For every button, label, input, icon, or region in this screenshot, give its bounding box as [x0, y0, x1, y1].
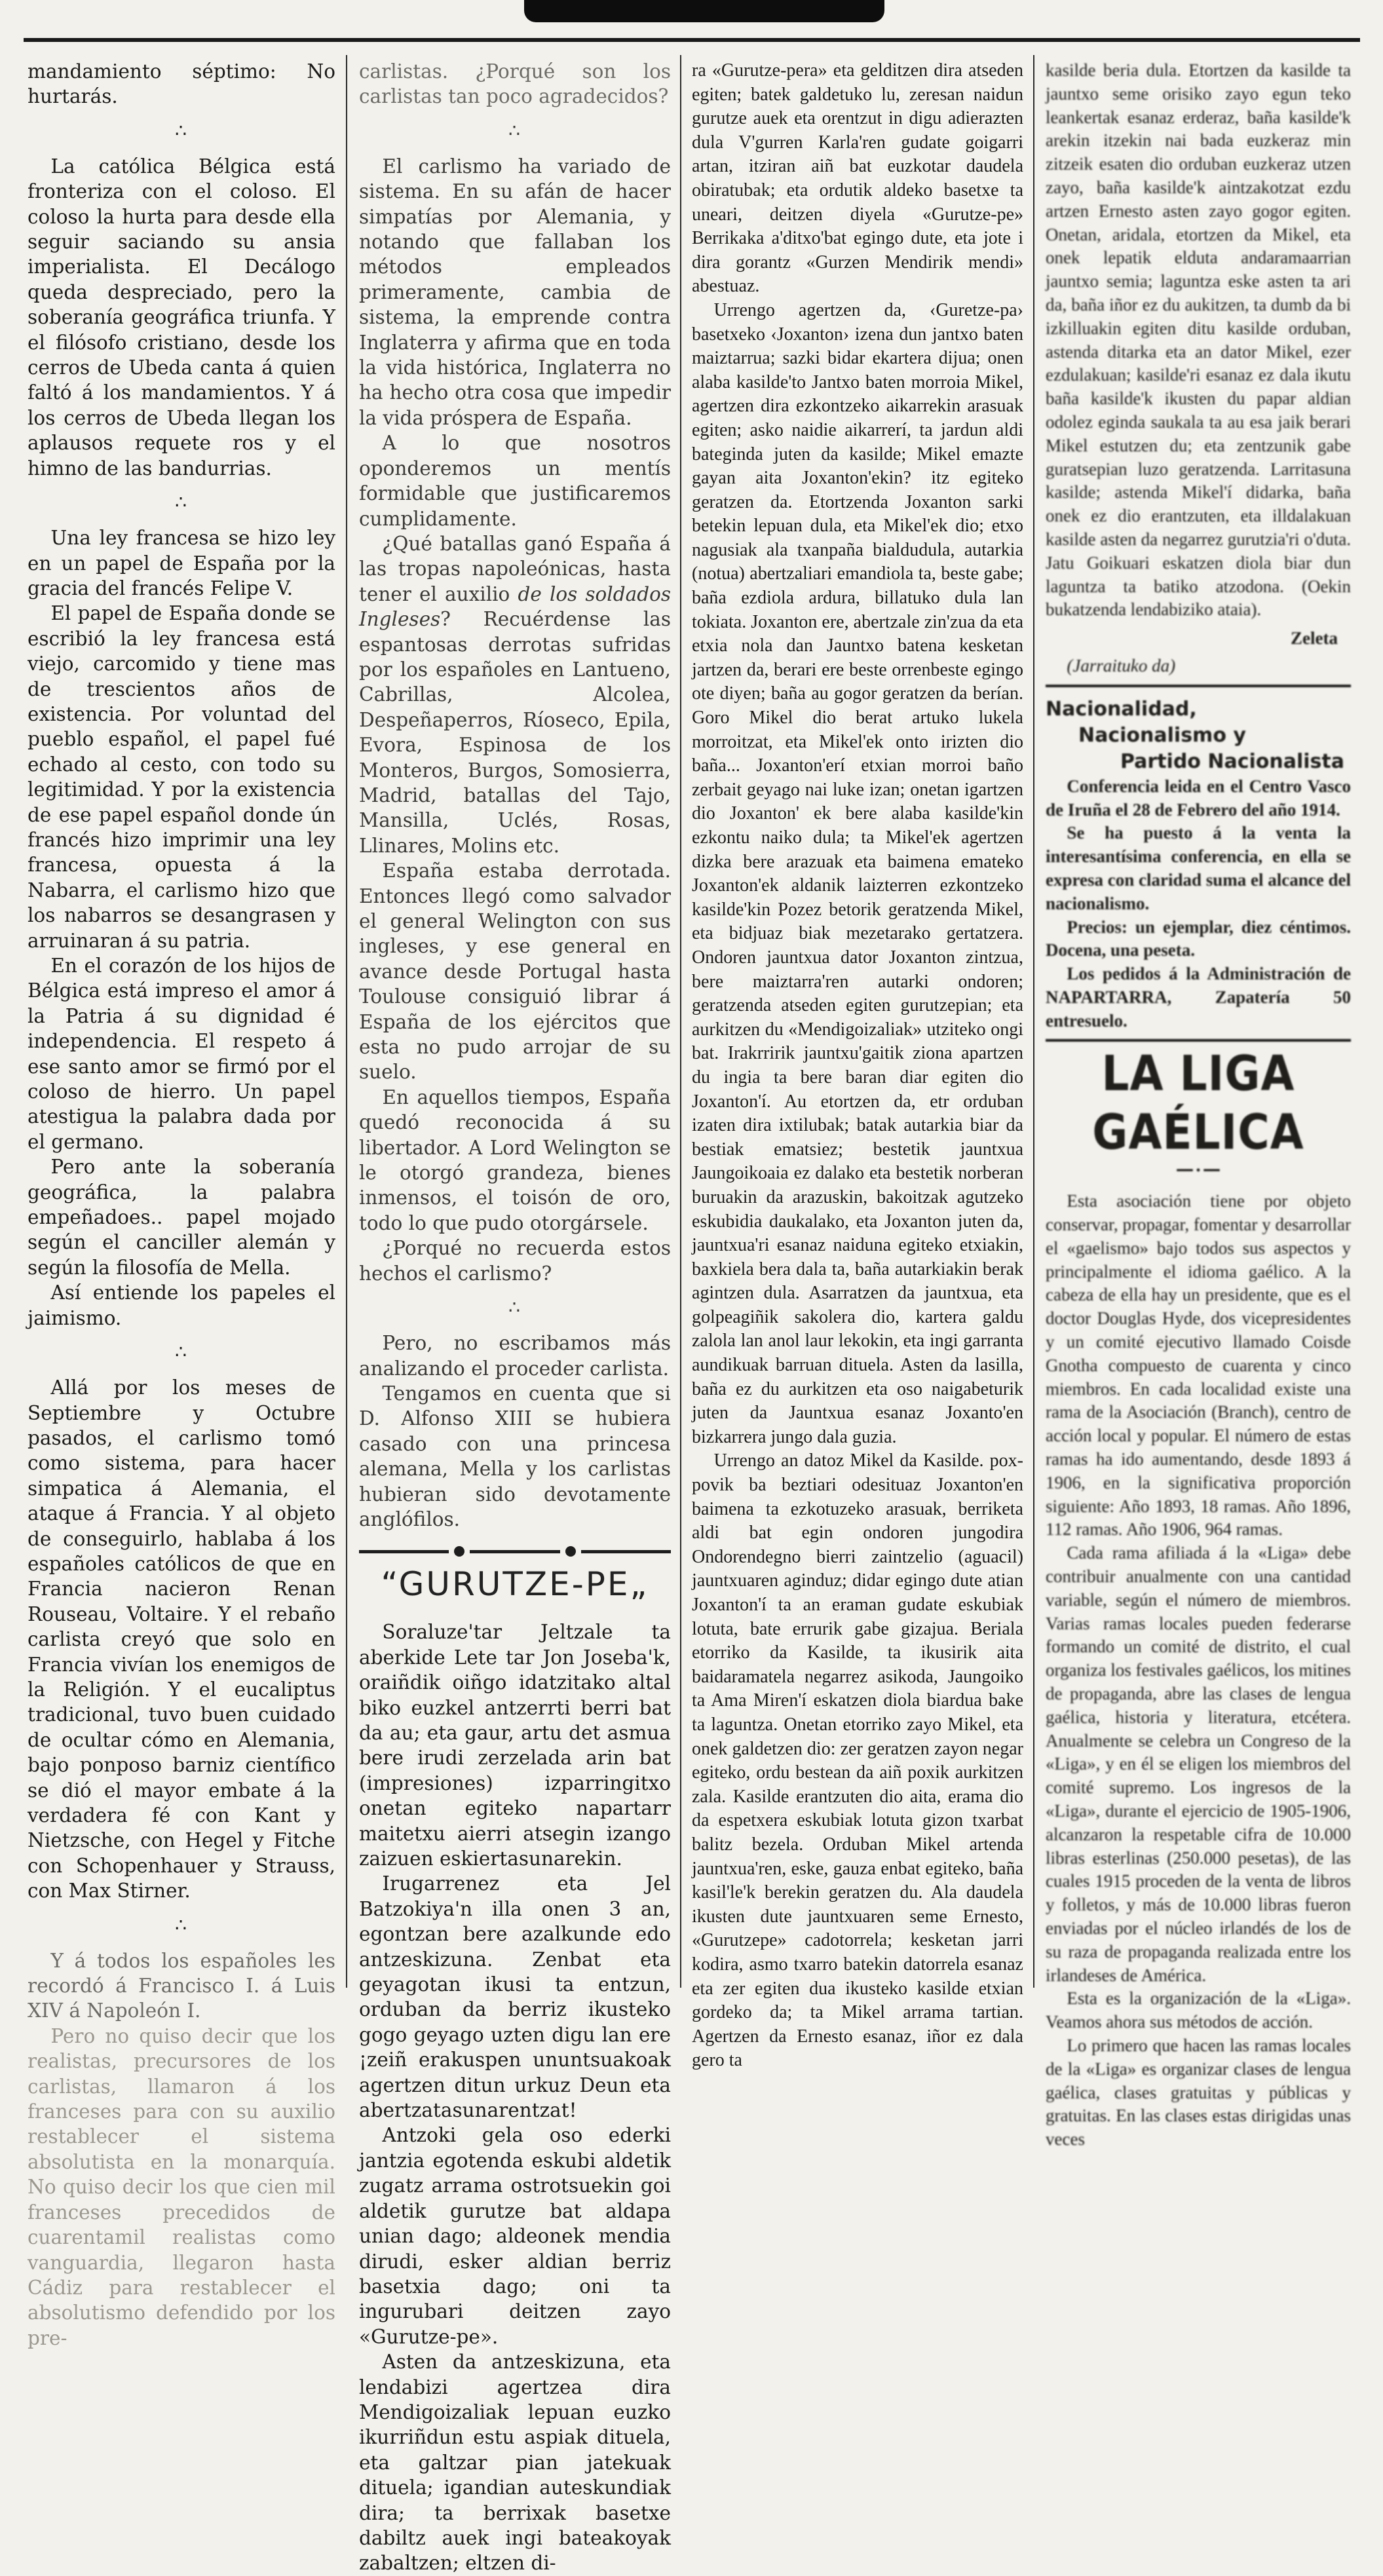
paragraph: Allá por los meses de Septiembre y Octubre pasados, el carlismo tomó como sistema, para hacer simpatica á Alemania, el ataque á Francia. Y al objeto de conseguirlo, hablaba á los españoles católicos de que en Francia nacieron Renan Rouseau, Voltaire. Y el rebaño carlista creyó que solo en Francia vivían los enemigos de la Religión. Y el eucaliptus tradicional, tuvo buen cuidado de ocultar cómo en Alemania, bajo ponposo barniz científico se dió el mayor embate á la verdadera fé con Kant y Nietzsche, con Hegel y Fitche con Schopenhauer y Strauss, con Max Stirner. — [28, 1376, 335, 1903]
ornament-bar — [581, 1550, 671, 1553]
paragraph: En aquellos tiempos, España quedó reconocida á su libertador. A Lord Welington se le otorgó grandeza, bienes inmensos, el toisón de oro, todo lo que pudo otorgársele. — [359, 1086, 671, 1234]
text-run: ? Recuérdense las espantosas derrotas sufridas por los españoles en Lantueno, Cabrillas, Alcolea, Despeñaperros, Ríoseco, Epila, Evora, Espinosa de los Monteros, Burgos, Somosierra, Madrid, batallas del Tajo, Mansilla, Uclés, Rosas, Llinares, Molins etc. — [359, 608, 671, 857]
paragraph: La católica Bélgica está fronteriza con el coloso. El coloso la hurta para desde ella seguir saciando su ansia imperialista. El Decálogo queda despreciado, pero la soberanía geográfica triunfa. Y el filósofo cristiano, desde los cerros de Ubeda canta á quien faltó á los mandamientos. Y á los cerros de Ubeda llegan los aplausos requete ros y el himno de las bandurrias. — [28, 155, 335, 480]
section-title-gurutze-pe: “GURUTZE-PE„ — [381, 1565, 649, 1604]
text-run: ¿Qué batallas ganó España á las tropas napoleónicas, hasta tener el auxilio — [359, 532, 671, 605]
asterism — [359, 1298, 671, 1317]
paragraph: Pero, no escribamos más analizando el proceder carlista. — [359, 1332, 671, 1380]
asterism — [28, 121, 335, 141]
paragraph: Urrengo an datoz Mikel da Kasilde. pox-povik ba beztiari odesituaz Joxanton'en baimena ta ezkotuzeko arasuak, berriketa aldi bat egin ondoren jungodira Ondorendegno bierri zaintzelio (aguacil) jauntxuaren aginduz; didar egingo dute atian Joxanton'í ta an eraman gudate eskubiak lotuta, bate errurik gabe gizajua. Beriala etorriko da Kasilde, ta ikusirik aita baidaramatela negarrez asikoda, Jaungoiko ta Ama Miren'í eskatzen diola biardua bake ta laguntza. Onetan etorriko zayo Mikel, eta onek galdetzen dio: zer geratzen zayon negar egiteko, ordu bestean da aiñ poxik aurkitzen zala. Kasilde erantzuten dio aita, erama dio da espetxera eskubiak lotuta gizon txarbat balitz bezela. Orduban Mikel artenda jauntxua'ren, eske, gauza enbat egiteko, baña kasil'le'k berekin geratzen du. Ala daudela ikusten dute jauntxuaren seme Ernesto, «Gurutzepe» cadotorrela; kesketan jarri kodira, asmo txarro batekin datorrela esanaz eta zer egiten dua ikusteko kasilde etxian gordeko da; ta Mikel arrama tartian. Agertzen da Ernesto esanaz, iñor ez dala gero ta — [692, 1450, 1023, 2071]
paragraph: ¿Porqué no recuerda estos hechos el carlismo? — [359, 1237, 671, 1285]
paragraph: Irugarrenez eta Jel Batzokiya'n illa onen 3 an, egontzan bere azalkunde edo antzeskizuna. Zenbat eta geyagotan ikusi ta entzun, orduban da berriz ikusteko gogo geyago uzten digu lan ere ¡zeiñ erakuspen ununtsuakoak agertzen ditun urkuz Deun eta abertzatasunarentzat! — [359, 1872, 671, 2122]
column-2 — [359, 59, 672, 2575]
ornament-dot — [565, 1546, 576, 1557]
paragraph: Así entiende los papeles el jaimismo. — [28, 1281, 335, 1329]
paragraph: España estaba derrotada. Entonces llegó como salvador el general Welington con sus ingleses, y ese general en avance desde Portugal hasta Toulouse consiguió librar á España de los ejércitos que esta no pudo arrojar de su suelo. — [359, 860, 671, 1084]
section-rule — [1046, 1039, 1351, 1042]
asterism — [28, 1916, 335, 1935]
ad-title-line-1: Nacionalidad, — [1046, 697, 1197, 721]
continuation-note: (Jarraituko da) — [1067, 655, 1176, 675]
paragraph: kasilde beria dula. Etortzen da kasilde ta jauntxo seme orisiko zayo egun teko leankertak esanaz erderaz, baña kasilde'k arekin itzekin nai bada euzkeraz min zitzeik esaten dio orduban euzkeraz utzen zayo, baña kasilde'k aintzakotzat ezdu artzen Ernesto asten zayo gogor egiten. Onetan, aridala, etortzen da Mikel, eta onek lepatik elduta andaramaarrian jauntxo semia; laguntza eske asten ta ari da, baña iñor ez du aukitzen, ta dumb da bi izkilluakin egiten ditu kasilde orduban, astenda ditarka eta an dator Mikel, ezer ezdulakuan; kasilde'ri esanaz ez dala ikutu baña kasilde'k ikusten du papar aldian odolez eginda saukala ta au esa jaik berari Mikel estutzen du; eta zentzunik gabe guratsepian luzo geratzenda. Larritasuna kasilde; astenda Mikel'í didarka, baña onek ez dio erantzuten, eta illdalakuan kasilde asten da negarrez gurutzia'ri o'duta. Jatu Goikuari eskatzen diola biar dun laguntza ta batiko atzodona. (Oekin bukatzenda lendabiziko ataia). — [1046, 60, 1351, 620]
paragraph: Pero ante la soberanía geográfica, la palabra empeñadoes.. papel mojado según el canciller alemán y según la filosofía de Mella. — [28, 1156, 335, 1279]
paragraph: mandamiento séptimo: No hurtarás. — [28, 60, 335, 108]
section-title-liga-gaelica: LA LIGA GAÉLICA — [1092, 1046, 1304, 1161]
column-divider-3 — [1033, 55, 1034, 1988]
paragraph: Urrengo agertzen da, ‹Guretze-pa› basetxeko ‹Joxanton› izena dun jantxo baten maiztarrua; sazki bidar ekartera dijua; onen alaba kasilde'to Jantxo baten morroia Mikel, agertzen dira ezkontzeko aikarrekin arasuak egiten; asko naidie aikarrerí, ta jardun aldi bateginda juten da kasilde; Mikel emazte gayan aita Joxanton'ekin? itz egiteko geratzen da. Etortzenda Joxanton sarki betekin lepuan dula, eta Mikel'ek dio; etxo nagusiak ala txanpaña bialdudula, autarkia (notua) abertzaliari emandiola ta, beste gabe; baña ezdiola ardura, billatuko dula lan tokiata. Joxanton ere, abertzale zin'zua da eta etxia nola dan Jauntxo batena kesketan jartzen da, berari ere beste orrenbeste egingo ote diyen; baña au gogor geratzen da berían. Goro Mikel dio berat artuko lukela morroitzat, eta Mikel'ek onto irizten dio baña... Joxanton'erí etxian morroi baño zerbait geyago nai luke izan; onetan igartzen dio Joxanton' ek bere alaba kasilde'kin ezkontu naiko dula; ta Mikel'ek agertzen dizka bere arazuak eta baimena emateko Joxanton'ek aldanik laizterren ezkontzeko kasilde'kin Pozez betorik geratzenda Mikel, eta bidjuaz biak mezetarako gertatzera. Ondoren jauntxua dator Joxanton zintzua, bere maiztarra'ren autarki ondoren; geratzenda atseden egiten gurutzepian; eta aurkitzen du «Mendigoizaliak» utziteko ongi bat. Irakrririk jauntxu'gaitik ziona apartzen du ingia ta bere baran diar egiten dio Joxanton'í. Au etortzen da, etr orduban izaten dira ixtilubak; batak autarkia biar da bestiak ematsiez; bestetik jauntxua Jaungoikoaia ez dalako eta bestetik norberan buruakin da arazuskin, bakoitzak agutzeko eskubidia daukalako, eta Joxanton juten da, jauntxua'ri esanaz naiduna egiteko etxiakin, baxkiela bera dala ta, baña autarkiakin berak agintzen dula. Asarratzen da jauntxua, eta golpeagiñik sakolera dio, kartera galdu zalola lan anol laur lekokin, eta ingi garranta aundikuak barruan dituela. Asten da lasilla, baña ez du aurkitzen eta oso naigabeturik juten da Jauntxua esanaz Joxanto'en bizkarrera jungo dala guzia. — [692, 299, 1023, 1447]
paragraph: Lo primero que hacen las ramas locales de la «Liga» es organizar clases de lengua gaélica, clases gratuitas y públicas y gratuitas. En las clases estas dirigidas unas veces — [1046, 2035, 1351, 2150]
column-divider-1 — [346, 55, 347, 1988]
paragraph: El papel de España donde se escribió la ley francesa está viejo, carcomido y tiene mas de trescientos años de existencia. Por voluntad del pueblo español, el papel fué echado al cesto, con todo su legitimidad. Y por la existencia de ese papel español donde ún francés hizo imprimir una ley francesa, opuesta á la Nabarra, el carlismo hizo que los nabarros se desangrasen y arruinaran á su patria. — [28, 602, 335, 952]
paragraph: ra «Gurutze-pera» eta gelditzen dira atseden egiten; batek galdetuko lu, zeresan naidun gurutze auek eta orentzut in digu adierazten dula V'gurren Karla'ren gudate goigarri artan, itziran aiñ bat euzkotar daudela obiratubak; eta ordutik aldeko basetxe ta uneari, deitzen diyela «Gurutze-pe» Berrikaka a'ditxo'bat egingo dute, eta jote i dira gorantz «Gurzen Mendirik mendi» abestuaz. — [692, 60, 1023, 297]
paragraph: Antzoki gela oso ederki jantzia egotenda eskubi aldetik zugatz arrama ostrotsuekin goi aldetik gurutze bat aldapa unian dago; aldeonek mendia dirudi, esker aldian berriz basetxia dago; oni ta ingurubari deitzen zayo «Gurutze-pe». — [359, 2124, 671, 2348]
paragraph: Esta es la organización de la «Liga». Veamos ahora sus métodos de acción. — [1046, 1988, 1351, 2032]
signature: Zeleta — [1291, 628, 1338, 649]
paragraph: Precios: un ejemplar, diez céntimos. Docena, una peseta. — [1046, 917, 1351, 960]
paragraph — [359, 531, 671, 858]
paragraph: A lo que nosotros oponderemos un mentís formidable que justificaremos cumplidamente. — [359, 432, 671, 530]
ad-title-line-3: Partido Nacionalista — [1120, 749, 1344, 773]
italic-run: de los soldados Ingleses — [359, 582, 672, 631]
ornament-bar — [359, 1550, 449, 1553]
paragraph: Soraluze'tar Jeltzale ta aberkide Lete tar Jon Joseba'k, oraiñdik oiñgo idatzitako altal biko euzkel antzerrti berri bat da au; eta gaur, artu det asmua bere irudi zerzelada arin bat (impresiones) izparringitxo onetan egiteko napartarr maitetxu aierri atsegin izango zaizuen eskiertasunarekin. — [359, 1621, 671, 1870]
asterism — [359, 121, 671, 141]
asterism — [28, 493, 335, 512]
paragraph: Una ley francesa se hizo ley en un papel de España por la gracia del francés Felipe V. — [28, 527, 335, 599]
column-4 — [1046, 59, 1351, 2150]
ornament-rule — [359, 1546, 671, 1557]
asterism — [28, 1342, 335, 1362]
paragraph: Esta asociación tiene por objeto conservar, propagar, fomentar y desarrollar el «gaelismo» bajo todos sus aspectos y principalmente el idioma gaélico. A la cabeza de ella hay un presidente, que es el doctor Douglas Hyde, dos vicepresidentes y un comité ejecutivo llamado Coisde Gnotha compuesto de cuarenta y cinco miembros. En cada localidad existe una rama de la Asociación (Branch), centro de acción local y popular. El número de estas ramas ha ido aumentando, desde 1893 á 1906, en la significativa proporción siguiente: Año 1893, 18 ramas. Año 1896, 112 ramas. Año 1906, 964 ramas. — [1046, 1191, 1351, 1540]
top-ink-blot — [524, 0, 884, 22]
paragraph: Los pedidos á la Administración de NAPARTARRA, Zapatería 50 entresuelo. — [1046, 964, 1351, 1031]
ad-title-line-2: Nacionalismo y — [1078, 723, 1246, 747]
paragraph: El carlismo ha variado de sistema. En su afán de hacer simpatías por Alemania, y notando que fallaban los métodos empleados primeramente, cambia de sistema, la emprende contra Inglaterra y afirma que en toda la vida histórica, Inglaterra no ha hecho otra cosa que impedir la vida próspera de España. — [359, 155, 671, 429]
paragraph: Y á todos los españoles les recordó á Francisco I. á Luis XIV á Napoleón I. — [28, 1949, 335, 2022]
ornament: ━━ • ━━ — [1177, 1164, 1220, 1179]
ornament-bar — [470, 1550, 559, 1553]
paragraph: Asten da antzeskizuna, eta lendabizi agertzea dira Mendigoizaliak lepuan euzko ikurriñdun estu aspiak dituela, eta galtzar pian jatekuak dituela; igandian auteskundiak dira; ta berrixak basetxe dabiltz auek ingi bateakoyak zabaltzen; eltzen di- — [359, 2351, 671, 2575]
column-3 — [692, 59, 1023, 2071]
paragraph: carlistas. ¿Porqué son los carlistas tan poco agradecidos? — [359, 60, 671, 108]
column-divider-2 — [680, 55, 681, 1988]
paragraph: Se ha puesto á la venta la interesantísima conferencia, en ella se expresa con claridad suma el alcance del nacionalismo. — [1046, 823, 1351, 913]
ornament-dot — [454, 1546, 464, 1557]
paragraph: Pero no quiso decir que los realistas, precursores de los carlistas, llamaron á los franceses para con su auxilio restablecer el sistema absolutista en la monarquía. No quiso decir los que cien mil franceses precedidos de cuarentamil realistas como vanguardia, llegaron hasta Cádiz para restablecer el absolutismo defendido por los pre- — [28, 2024, 335, 2349]
section-rule — [1046, 685, 1351, 687]
top-rule — [24, 38, 1360, 42]
column-1 — [28, 59, 335, 2349]
paragraph: En el corazón de los hijos de Bélgica está impreso el amor á la Patria á su dignidad é independencia. El respeto á ese santo amor se firmó por el coloso de hierro. Un papel atestigua la palabra dada por el germano. — [28, 955, 335, 1153]
paragraph: Conferencia leida en el Centro Vasco de Iruña el 28 de Febrero del año 1914. — [1046, 776, 1351, 820]
paragraph: Cada rama afiliada á la «Liga» debe contribuir anualmente con una cantidad variable, según el número de miembros. Varias ramas locales pueden federarse formando un comité de distrito, el cual organiza los festivales gaélicos, los mitines de propaganda, abre las clases de lengua gaélica, historia y literatura, etcétera. Anualmente se celebra un Congreso de la «Liga», y en él se eligen los miembros del comité supremo. Los ingresos de la «Liga», durante el ejercicio de 1905-1906, alcanzaron la respetable cifra de 10.000 libras esterlinas (250.000 pesetas), de las cuales 1915 proceden de la venta de libros y folletos, y más de 10.000 libras fueron enviadas por el núcleo irlandés de los de su raza de propaganda realizada entre los irlandeses de América. — [1046, 1543, 1351, 1985]
paragraph: Tengamos en cuenta que si D. Alfonso XIII se hubiera casado con una princesa alemana, Mella y los carlistas hubieran sido devotamente anglófilos. — [359, 1382, 671, 1530]
